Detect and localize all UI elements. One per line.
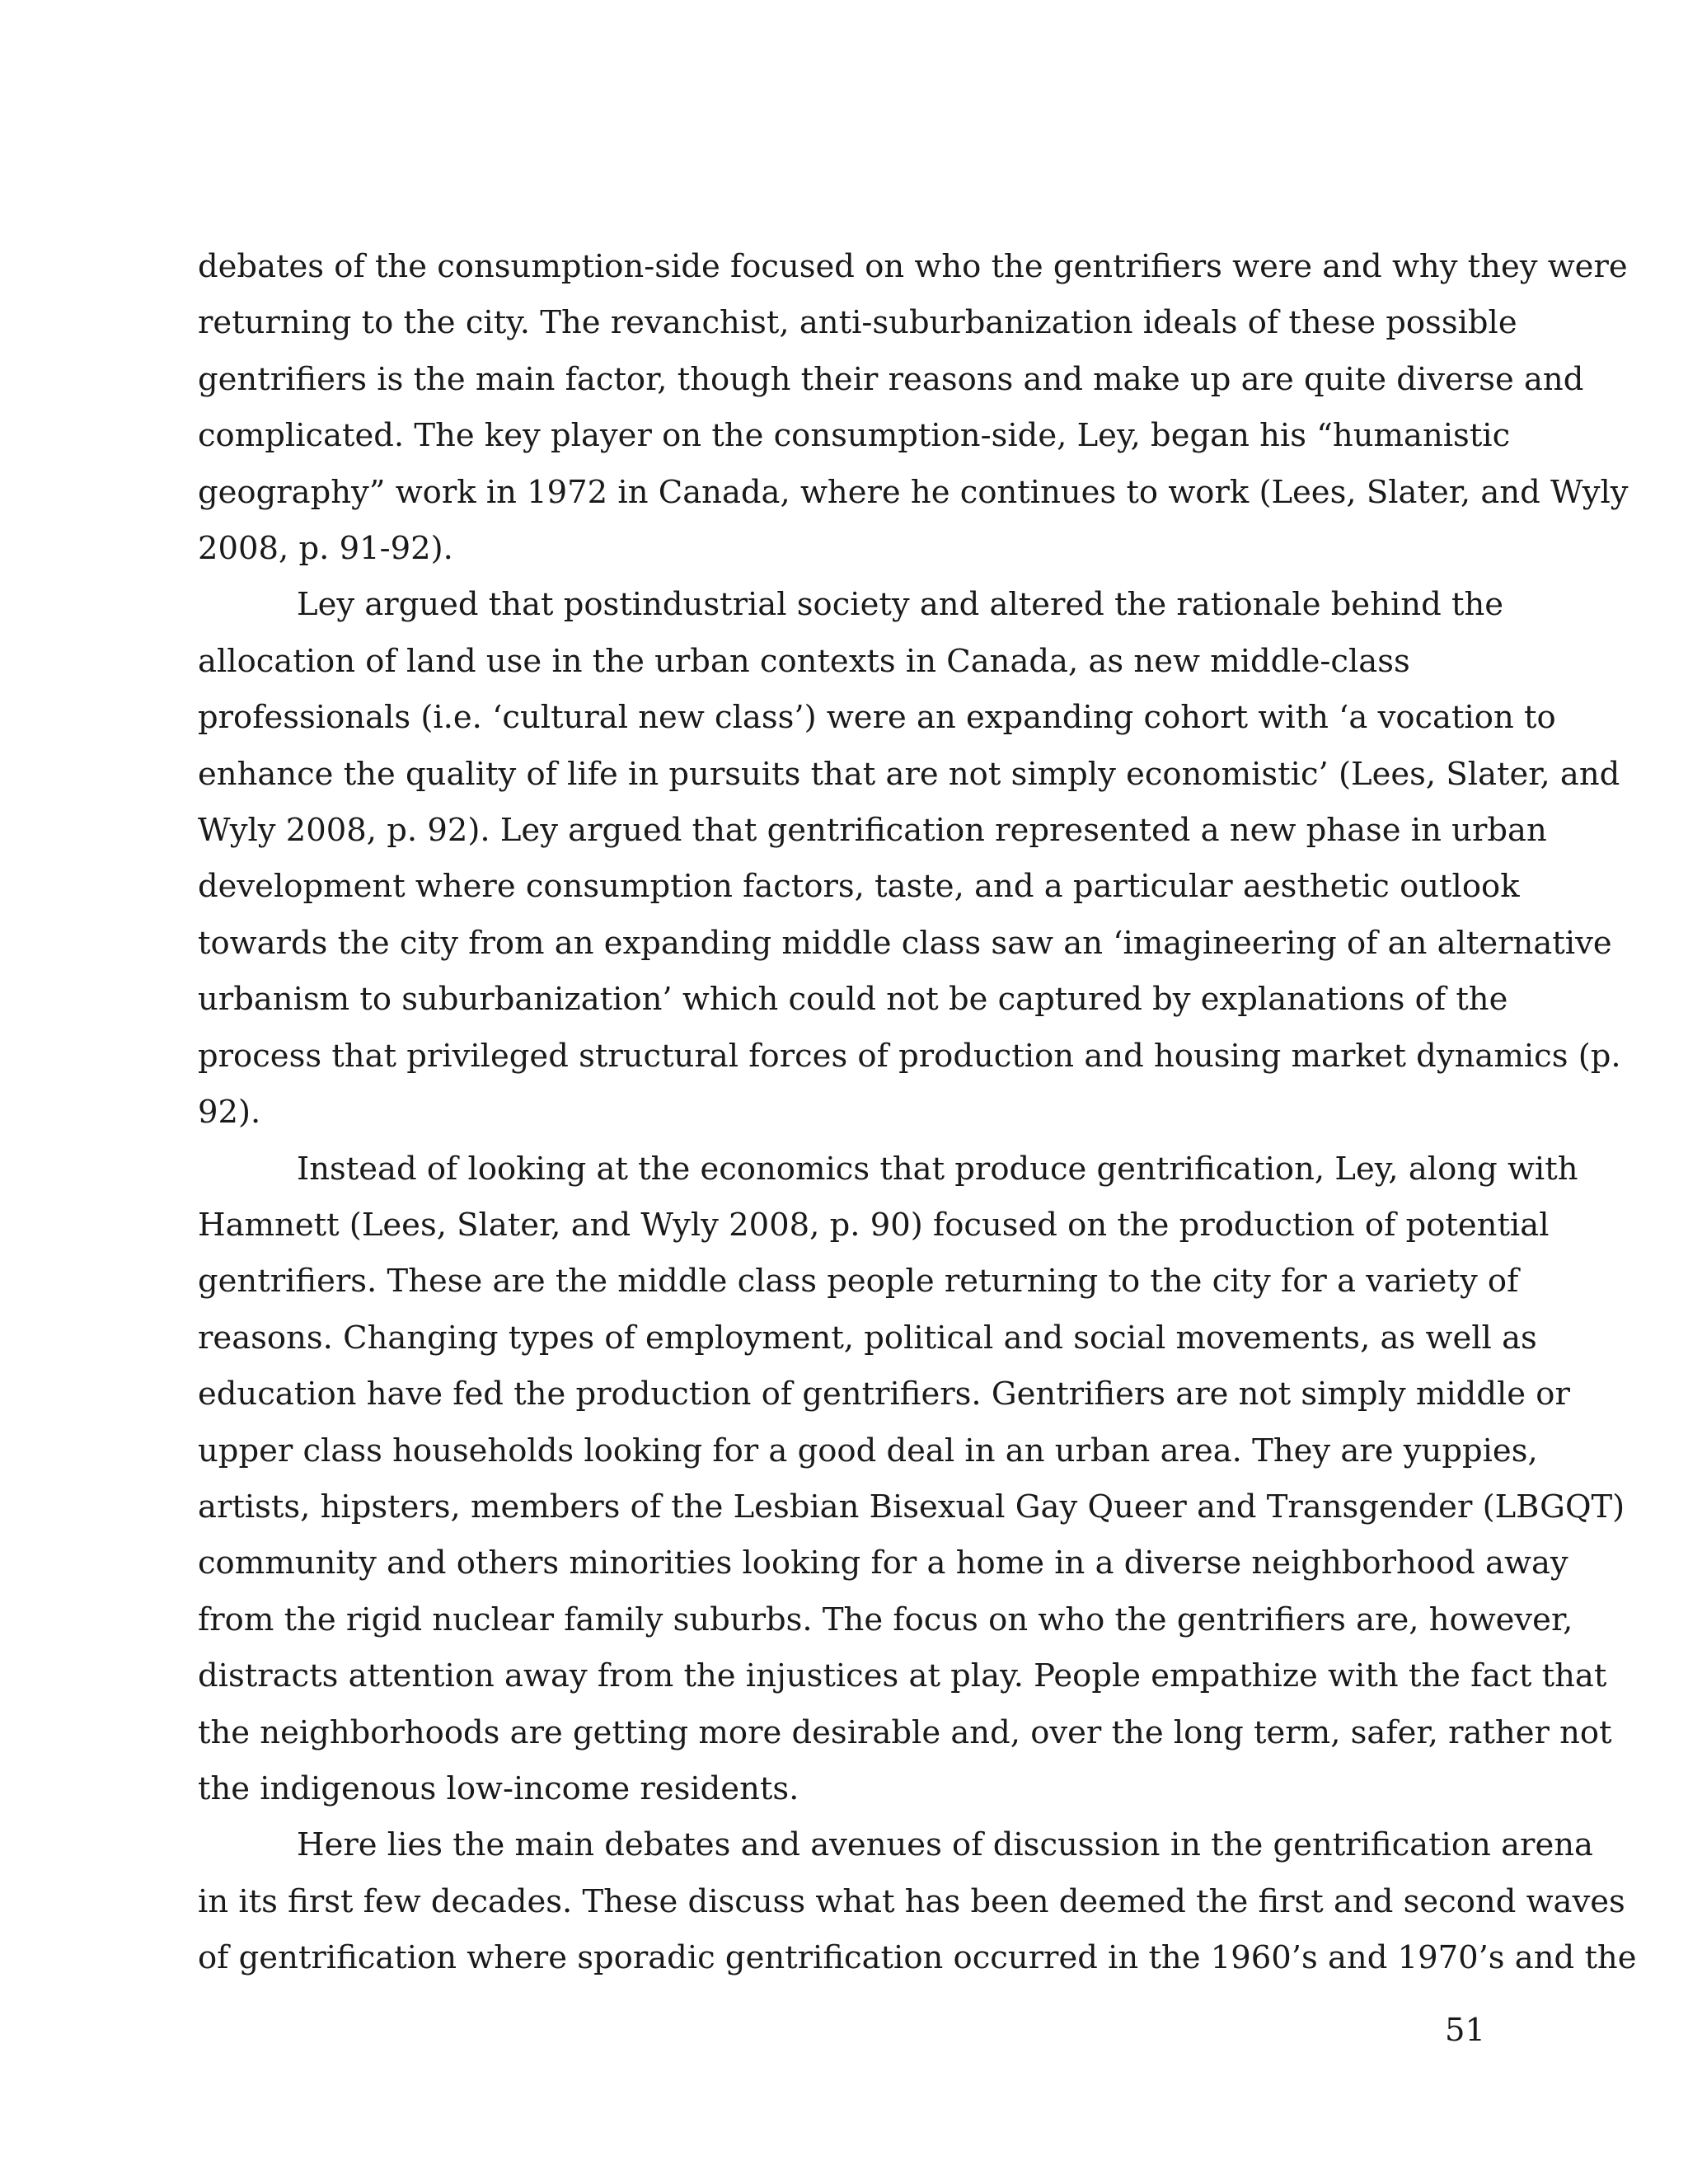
text-line: reasons. Changing types of employment, political and social movements, as well as: [198, 1319, 1537, 1357]
text-line: in its first few decades. These discuss what has been deemed the first and second waves: [198, 1882, 1625, 1920]
text-line: towards the city from an expanding middle class saw an ‘imagineering of an alternative: [198, 924, 1612, 962]
text-line: distracts attention away from the injustices at play. People empathize with the fact that: [198, 1657, 1607, 1695]
text-line: Instead of looking at the economics that produce gentrification, Ley, along with: [297, 1150, 1578, 1188]
text-line: Ley argued that postindustrial society and altered the rationale behind the: [297, 586, 1504, 624]
paragraph-2: [198, 577, 1621, 1141]
paragraph-3: [198, 1141, 1625, 1818]
text-line: professionals (i.e. ‘cultural new class’) were an expanding cohort with ‘a vocation to: [198, 699, 1556, 737]
text-line: the indigenous low-income residents.: [198, 1769, 799, 1807]
text-line: upper class households looking for a good deal in an urban area. They are yuppies,: [198, 1432, 1538, 1469]
body-text: [198, 239, 1637, 1987]
text-line: urbanism to suburbanization’ which could not be captured by explanations of the: [198, 981, 1508, 1019]
text-line: complicated. The key player on the consumption-side, Ley, began his “humanistic: [198, 417, 1511, 455]
text-line: 92).: [198, 1094, 261, 1132]
text-line: enhance the quality of life in pursuits that are not simply economistic’ (Lees, Slater, and: [198, 755, 1620, 793]
text-line: Hamnett (Lees, Slater, and Wyly 2008, p. 90) focused on the production of potential: [198, 1206, 1550, 1244]
text-line: process that privileged structural forces of production and housing market dynamics (p.: [198, 1037, 1621, 1075]
text-line: of gentrification where sporadic gentrification occurred in the 1960’s and 1970’s and the: [198, 1939, 1637, 1977]
text-line: geography” work in 1972 in Canada, where he continues to work (Lees, Slater, and Wyly: [198, 473, 1629, 511]
text-line: gentrifiers. These are the middle class people returning to the city for a variety of: [198, 1263, 1519, 1301]
text-line: debates of the consumption-side focused on who the gentrifiers were and why they were: [198, 248, 1628, 285]
page-number: 51: [1445, 2012, 1485, 2049]
text-line: gentrifiers is the main factor, though their reasons and make up are quite diverse and: [198, 360, 1584, 398]
text-line: returning to the city. The revanchist, anti-suburbanization ideals of these possible: [198, 304, 1517, 342]
paragraph-4: [198, 1817, 1637, 1986]
text-line: community and others minorities looking for a home in a diverse neighborhood away: [198, 1544, 1568, 1582]
text-line: artists, hipsters, members of the Lesbian Bisexual Gay Queer and Transgender (LBGQT): [198, 1488, 1625, 1526]
text-line: education have fed the production of gentrifiers. Gentrifiers are not simply middle or: [198, 1376, 1570, 1413]
text-line: Wyly 2008, p. 92). Ley argued that gentrification represented a new phase in urban: [198, 812, 1547, 850]
text-line: 2008, p. 91-92).: [198, 530, 453, 568]
text-line: development where consumption factors, taste, and a particular aesthetic outlook: [198, 868, 1520, 906]
text-line: from the rigid nuclear family suburbs. The focus on who the gentrifiers are, however,: [198, 1601, 1573, 1638]
text-line: allocation of land use in the urban contexts in Canada, as new middle-class: [198, 642, 1410, 680]
paragraph-1: [198, 239, 1629, 577]
text-line: Here lies the main debates and avenues of discussion in the gentrification arena: [297, 1826, 1593, 1864]
text-line: the neighborhoods are getting more desirable and, over the long term, safer, rather not: [198, 1713, 1612, 1751]
